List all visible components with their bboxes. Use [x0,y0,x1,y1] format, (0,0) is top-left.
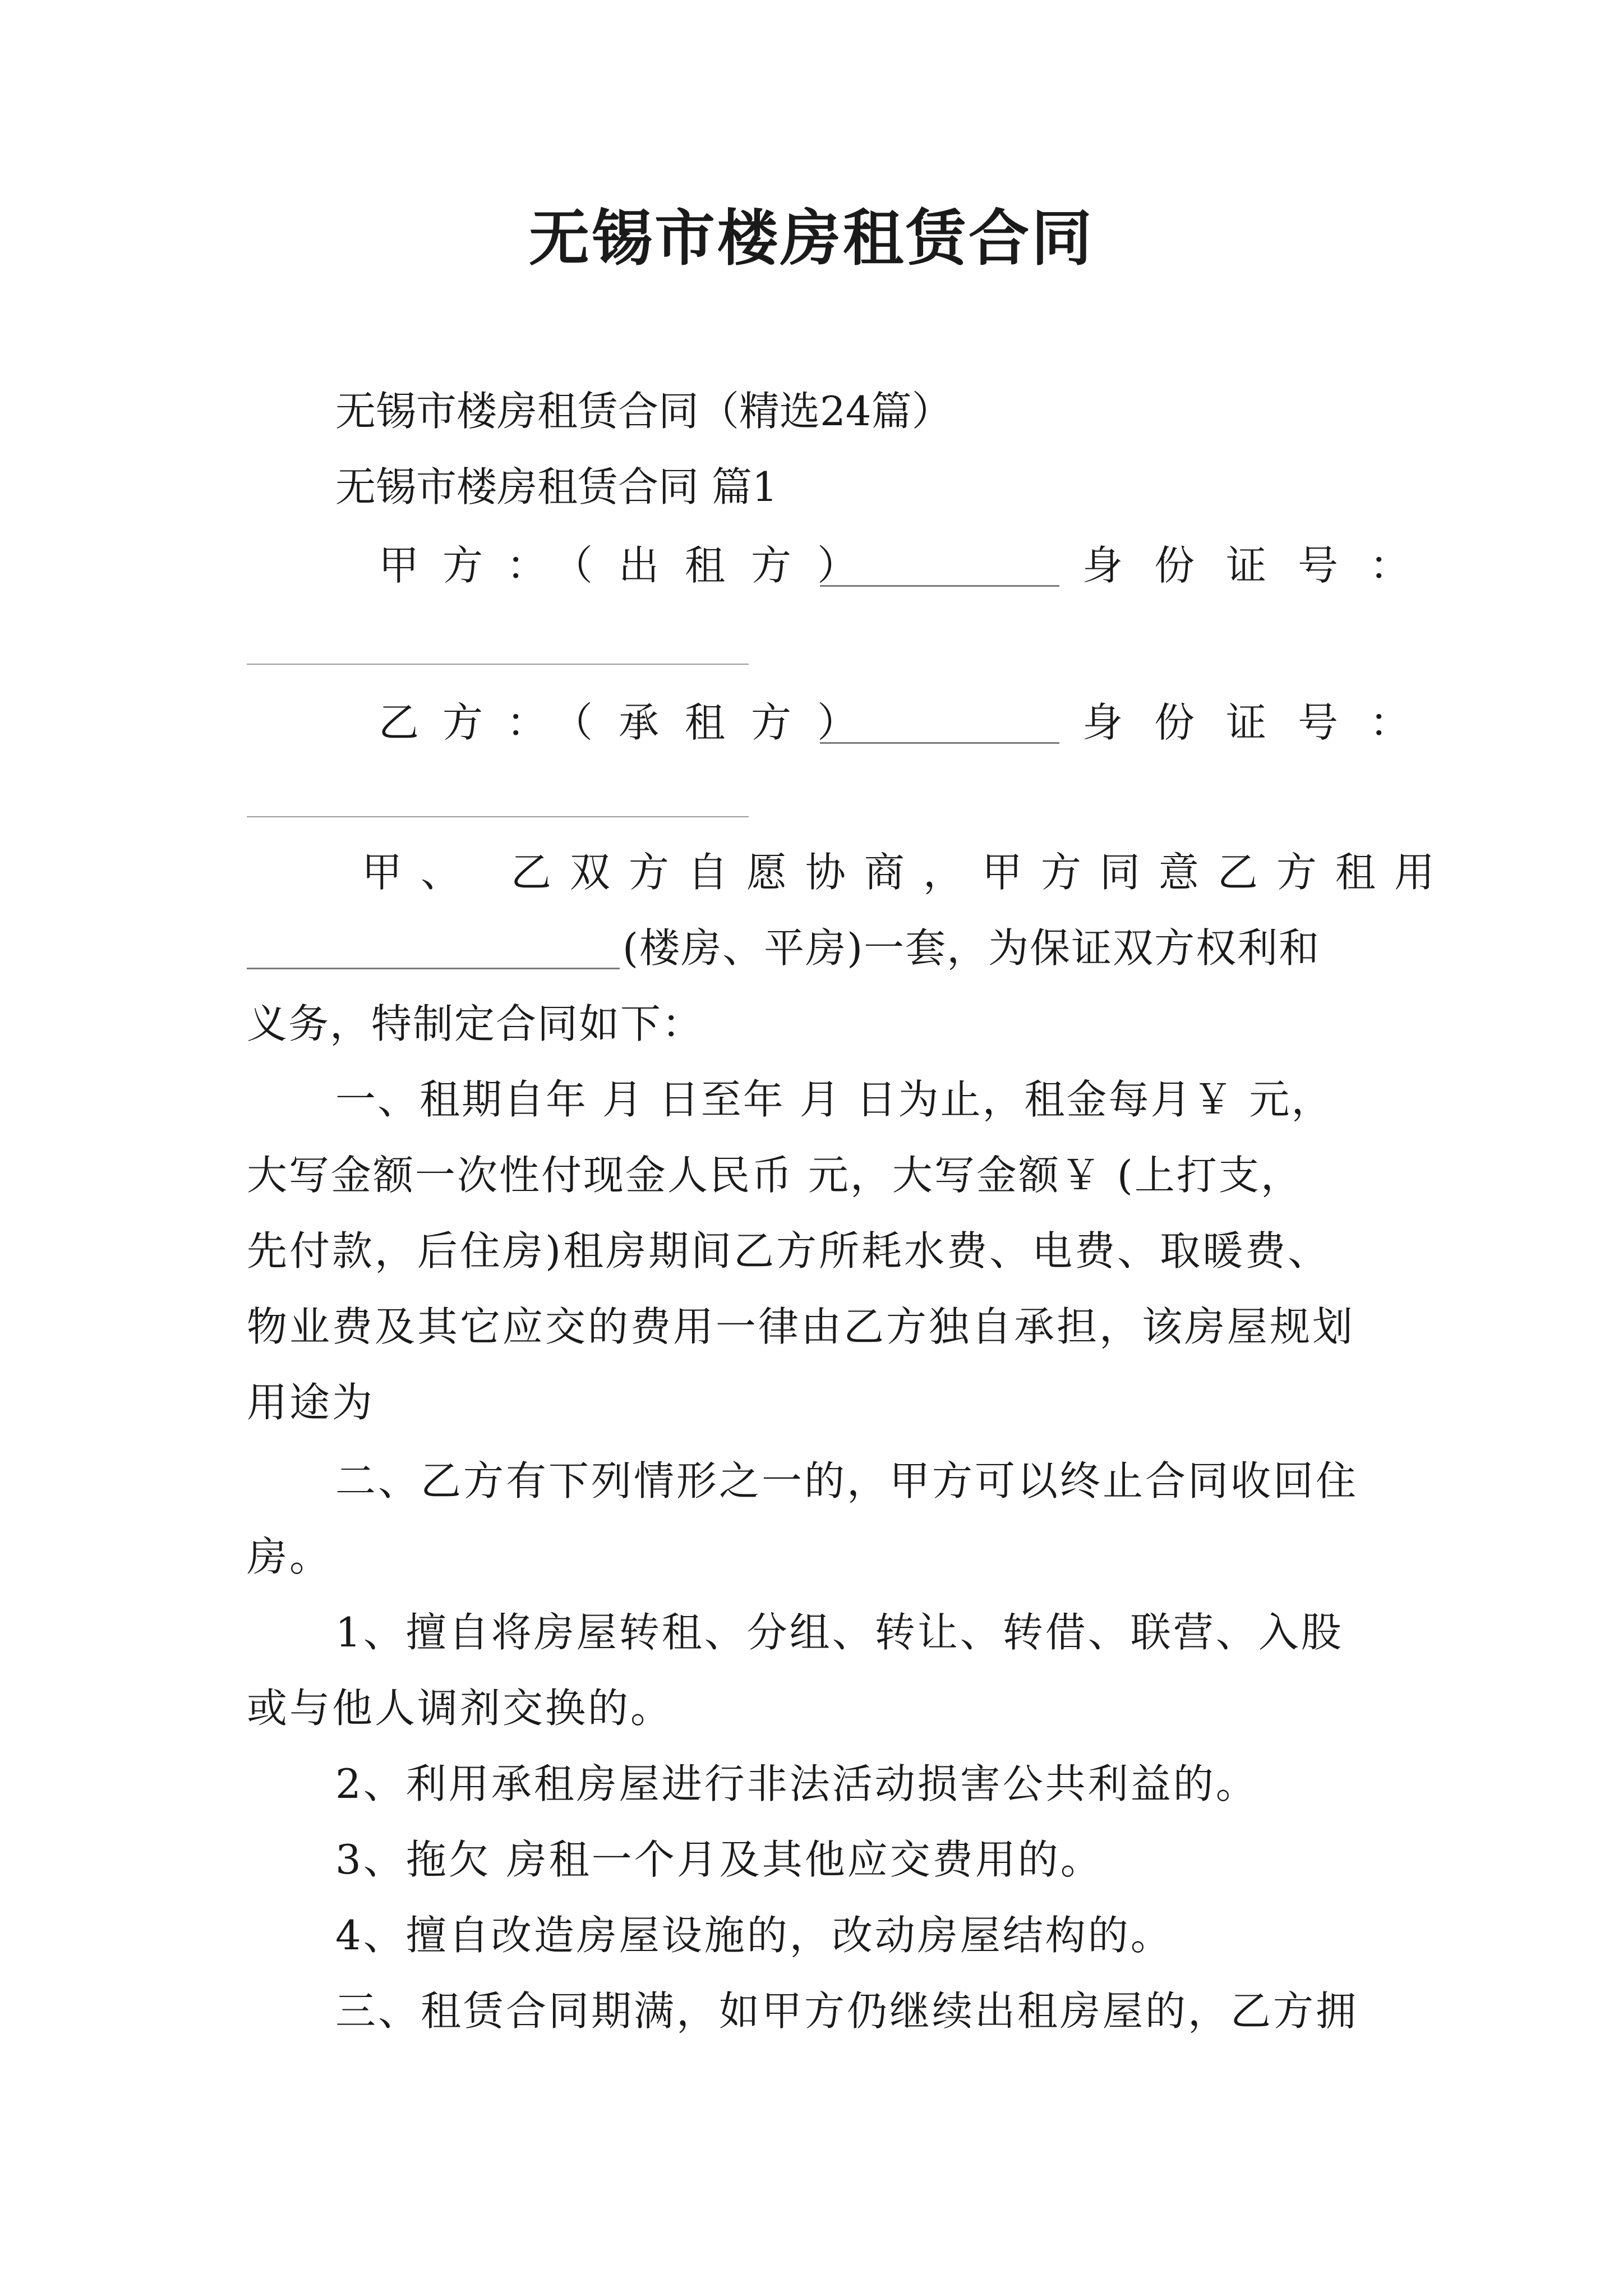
party-a-role: （出租方） [552,542,884,589]
clause-1-line-3: 先付款，后住房)租房期间乙方所耗水费、电费、取暖费、 [247,1227,1331,1274]
party-a-id-label: 身份证号： [1082,542,1442,589]
property-type-blank [247,968,620,969]
party-b-name-blank [820,742,1059,744]
intro-line-3: 义务，特制定合同如下： [247,1000,704,1047]
section-heading: 无锡市楼房租赁合同 篇1 [335,463,778,510]
clause-1-line-5: 用途为 [247,1379,375,1426]
item-4: 4、擅自改造房屋设施的，改动房屋结构的。 [335,1912,1173,1959]
clause-2-line-1: 二、乙方有下列情形之一的，甲方可以终止合同收回住 [335,1457,1359,1504]
party-b-id-blank [247,816,749,817]
clause-1-line-1: 一、租期自年 月 日至年 月 日为止，租金每月￥ 元， [335,1076,1334,1123]
item-3: 3、拖欠 房租一个月及其他应交费用的。 [335,1836,1103,1883]
item-1-line-2: 或与他人调剂交换的。 [247,1685,674,1732]
clause-1-line-4: 物业费及其它应交的费用一律由乙方独自承担，该房屋规划 [247,1303,1355,1350]
document-title: 无锡市楼房租赁合同 [528,203,1094,274]
item-2: 2、利用承租房屋进行非法活动损害公共利益的。 [335,1760,1258,1807]
party-b-role: （承租方） [552,699,884,746]
clause-1-line-2: 大写金额一次性付现金人民币 元，大写金额￥ (上打支， [247,1152,1303,1199]
clause-3-line-1: 三、租赁合同期满，如甲方仍继续出租房屋的，乙方拥 [335,1987,1359,2035]
party-b-id-label: 身份证号： [1082,699,1442,746]
document-subtitle: 无锡市楼房租赁合同（精选24篇） [335,388,952,435]
clause-2-line-2: 房。 [247,1533,333,1580]
party-a-label: 甲方： [379,542,571,589]
intro-line-2: (楼房、平房)一套，为保证双方权利和 [623,924,1321,972]
intro-line-1: 甲、 乙双方自愿协商，甲方同意乙方租用 [362,849,1453,896]
party-b-label: 乙方： [379,699,571,746]
party-a-name-blank [820,585,1059,587]
item-1-line-1: 1、擅自将房屋转租、分组、转让、转借、联营、入股 [335,1609,1344,1656]
party-a-id-blank [247,664,749,665]
